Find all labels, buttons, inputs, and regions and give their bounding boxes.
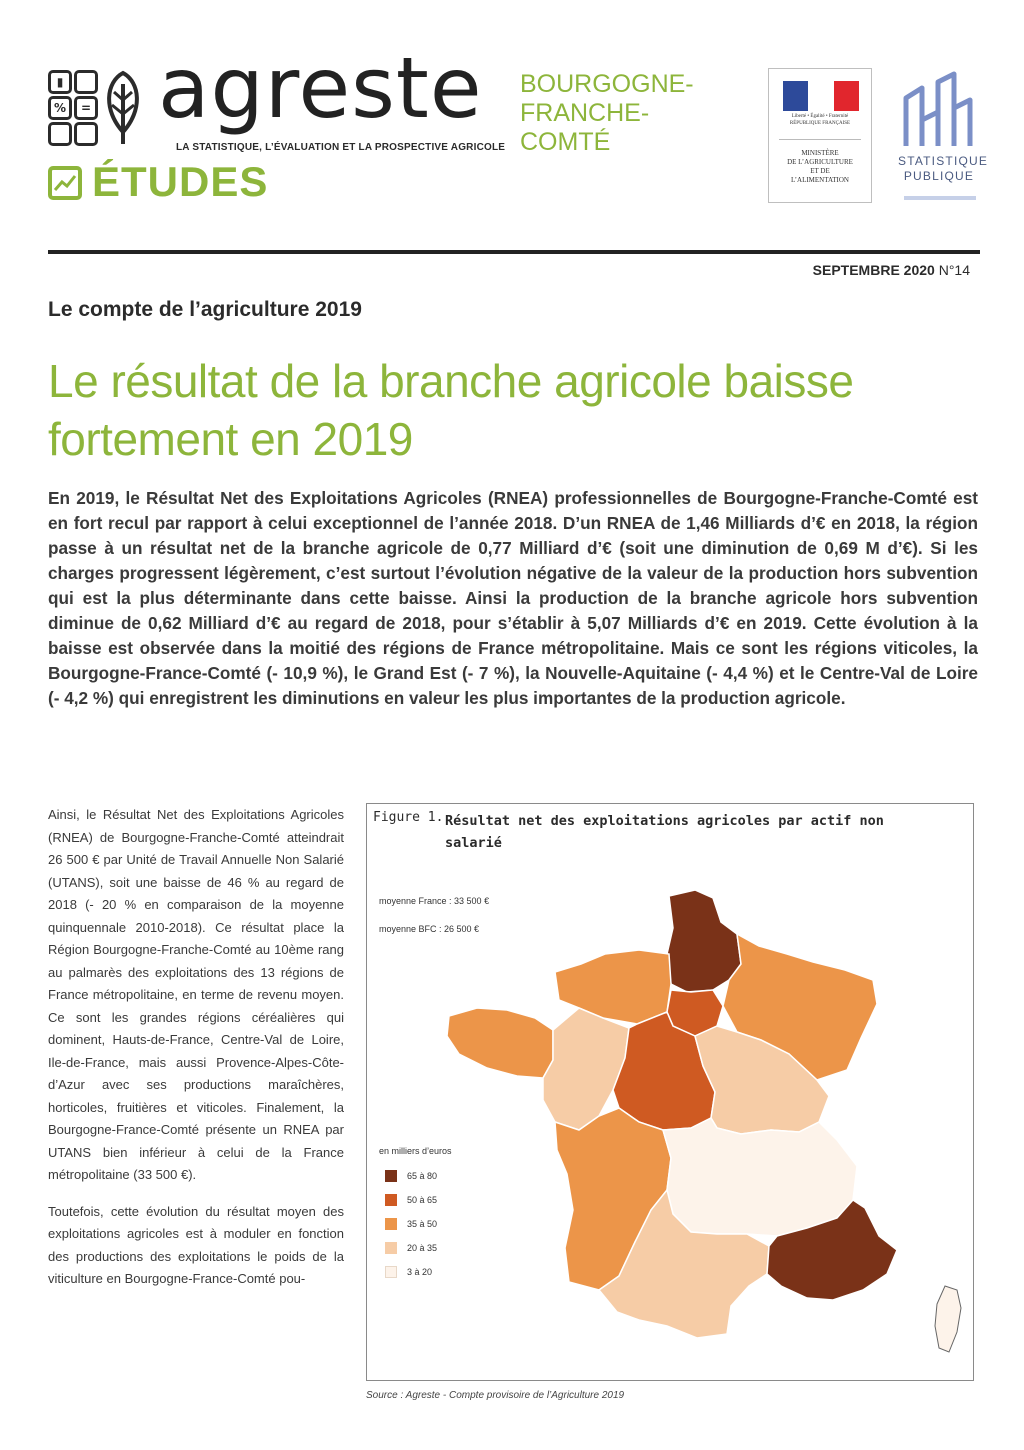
motto-line: Liberté • Égalité • Fraternité <box>791 114 849 119</box>
figure-1 <box>366 803 974 1381</box>
stat-publique-label <box>898 154 989 184</box>
buildings-icon <box>898 68 980 150</box>
legend-label: 3 à 20 <box>407 1267 433 1277</box>
bar-chart-icon: ▮ <box>48 70 72 94</box>
grid-icon <box>74 70 98 94</box>
equals-icon: = <box>74 96 98 120</box>
regional-average-note: moyenne BFC : 26 500 € <box>379 924 480 934</box>
legend-label: 20 à 35 <box>407 1243 438 1253</box>
legend-item <box>379 1236 519 1260</box>
legend-swatch <box>385 1194 397 1206</box>
stat-line: PUBLIQUE <box>903 169 975 183</box>
republic-motto <box>773 113 867 127</box>
region-hauts-de-france <box>667 890 741 992</box>
ministry-line: L’ALIMENTATION <box>791 176 849 184</box>
percent-icon: % <box>48 96 72 120</box>
region-auvergne-rhone-alpes <box>663 1118 857 1236</box>
legend-swatch <box>385 1218 397 1230</box>
legend-item <box>379 1212 519 1236</box>
article-kicker: Le compte de l’agriculture 2019 <box>48 298 362 321</box>
french-flag-icon <box>783 81 859 111</box>
list-icon <box>48 122 72 146</box>
legend-swatch <box>385 1170 397 1182</box>
legend-swatch <box>385 1266 397 1278</box>
article-title: Le résultat de la branche agricole baisse fortement en 2019 <box>48 355 854 465</box>
agreste-logo-mark <box>48 70 146 146</box>
region-corse <box>935 1286 961 1352</box>
map-legend <box>379 1146 519 1284</box>
body-paragraph: Ainsi, le Résultat Net des Exploitations Agricoles (RNEA) de Bourgogne-Franche-Comté atteindrait 26 500 € par Unité de Travail Annuelle Non Salarié (UTANS), soit une baisse de 46 % au regard de 2018 (- 20 % en comparaison de la moyenne quinquennale 2010-2018). Ce résultat place la Région Bourgogne-Franche-Comté au 10ème rang au palmarès des exploitations des 13 régions de France métropolitaine, en terme de revenu moyen. Ce sont les grandes régions céréalières qui dominent, Hauts-de-France, Centre-Val de Loire, Ile-de-France, mais aussi Provence-Alpes-Côte-d’Azur avec ses productions maraîchères, horticoles, fruitières et viticoles. Finalement, la Bourgogne-France-Comté présente un RNEA par UTANS bien inférieur à celui de la France métropolitaine (33 500 €). <box>48 807 344 1182</box>
trend-chart-icon <box>48 166 82 200</box>
ministry-line: DE L’AGRICULTURE <box>787 158 853 166</box>
header-rule <box>48 250 980 254</box>
brand-wordmark: agreste <box>158 39 483 137</box>
square-icon <box>74 122 98 146</box>
legend-swatch <box>385 1242 397 1254</box>
ministry-logo <box>768 68 872 203</box>
figure-source: Source : Agreste - Compte provisoire de l’Agriculture 2019 <box>366 1390 625 1401</box>
ministry-name <box>773 149 867 185</box>
body-paragraph: Toutefois, cette évolution du résultat moyen des exploitations agricoles est à moduler en fonction des productions des exploitations le poids de la viticulture en Bourgogne-France-Comté pou- <box>48 1203 344 1286</box>
issue-number: N°14 <box>938 262 970 278</box>
legend-label: 35 à 50 <box>407 1219 438 1229</box>
region-line: BOURGOGNE- <box>520 70 694 98</box>
legend-title: en milliers d’euros <box>379 1146 452 1156</box>
france-regions-map <box>367 804 973 1380</box>
region-line: FRANCHE- <box>520 99 650 127</box>
legend-label: 65 à 80 <box>407 1171 438 1181</box>
publication-date: SEPTEMBRE 2020 <box>812 262 935 278</box>
legend-label: 50 à 65 <box>407 1195 438 1205</box>
statistique-publique-logo <box>898 68 989 204</box>
stat-line: STATISTIQUE <box>898 154 989 168</box>
legend-item <box>379 1188 519 1212</box>
region-line: COMTÉ <box>520 128 611 156</box>
brand-tagline: LA STATISTIQUE, L’ÉVALUATION ET LA PROSPECTIVE AGRICOLE <box>176 142 506 153</box>
figure-title: Résultat net des exploitations agricoles par actif non salarié <box>445 813 884 851</box>
ministry-line: ET DE <box>810 167 830 175</box>
legend-item <box>379 1260 519 1284</box>
stat-underline <box>904 196 976 200</box>
region-bretagne <box>447 1008 553 1078</box>
series-label: ÉTUDES <box>92 158 269 205</box>
leaf-icon <box>100 70 146 146</box>
figure-label: Figure 1. <box>373 810 444 825</box>
body-column <box>48 804 344 1305</box>
issue-date <box>760 262 970 278</box>
legend-item <box>379 1164 519 1188</box>
region-name <box>520 70 694 157</box>
national-average-note: moyenne France : 33 500 € <box>379 896 490 906</box>
divider <box>779 139 861 140</box>
article-lead: En 2019, le Résultat Net des Exploitations Agricoles (RNEA) professionnelles de Bourgogne-Franche-Comté est en fort recul par rapport à celui exceptionnel de l’année 2018. D’un RNEA de 1,46 Milliards d’€ en 2018, la région passe à un résultat net de la branche agricole de 0,77 Milliard d’€ (soit une diminution de 0,69 M d’€). Si les charges progressent légèrement, c’est surtout l’évolution négative de la valeur de la production hors subvention qui est la plus déterminante dans cette baisse. Ainsi la production de la branche agricole hors subvention diminue de 0,62 Milliard d’€ au regard de 2018, pour s’établir à 5,07 Milliards d’€ en 2019. Cette évolution à la baisse est observée dans la moitié des régions de France métropolitaine. Mais ce sont les régions viticoles, la Bourgogne-France-Comté (- 10,9 %), le Grand Est (- 7 %), la Nouvelle-Aquitaine (- 4,4 %) et le Centre-Val de Loire (- 4,2 %) qui enregistrent les diminutions en valeur les plus importantes de la production agricole. <box>48 488 978 708</box>
motto-line: RÉPUBLIQUE FRANÇAISE <box>789 121 851 126</box>
ministry-line: MINISTÈRE <box>801 149 839 157</box>
